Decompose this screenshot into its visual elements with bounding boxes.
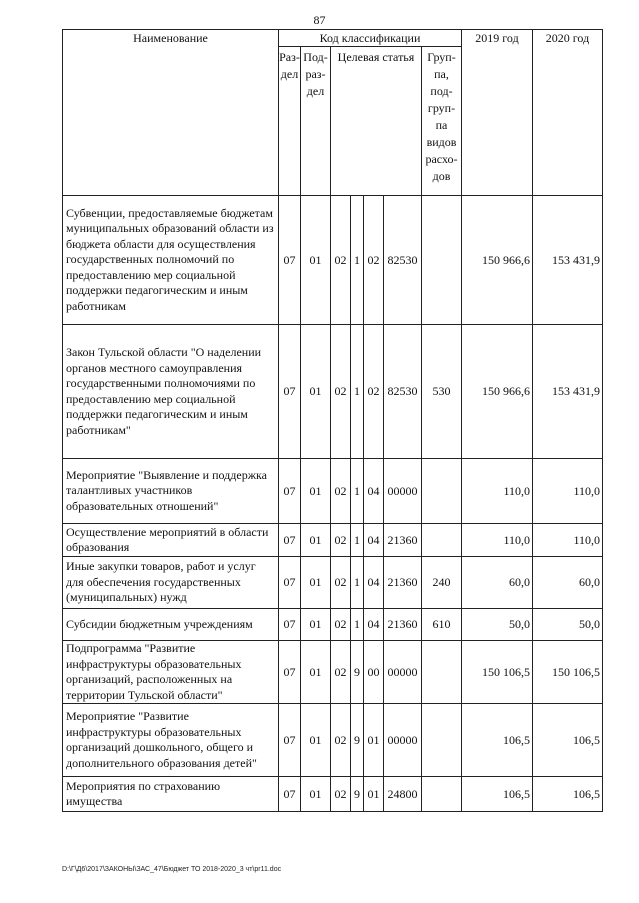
row-amount-2020: 110,0 xyxy=(533,524,603,557)
row-amount-2020: 153 431,9 xyxy=(533,325,603,459)
row-amount-2019: 50,0 xyxy=(462,609,533,641)
row-amount-2019: 150 966,6 xyxy=(462,196,533,325)
row-amount-2020: 106,5 xyxy=(533,777,603,812)
row-section: 07 xyxy=(279,196,301,325)
row-target-event: 00 xyxy=(364,641,384,704)
row-target-direction: 00000 xyxy=(384,704,422,777)
row-expense-group xyxy=(422,196,462,325)
table-row xyxy=(63,196,603,325)
row-target-program: 02 xyxy=(331,459,351,524)
page-number: 87 xyxy=(313,13,326,27)
row-expense-group xyxy=(422,459,462,524)
row-expense-group: 240 xyxy=(422,557,462,609)
table-row xyxy=(63,557,603,609)
row-name: Субсидии бюджетным учреждениям xyxy=(63,609,279,641)
row-target-subprogram: 1 xyxy=(351,524,364,557)
table-row xyxy=(63,777,603,812)
row-target-event: 04 xyxy=(364,524,384,557)
header-target-article: Целевая статья xyxy=(331,47,422,196)
table-row xyxy=(63,704,603,777)
header-classification-code: Код классификации xyxy=(279,30,462,47)
row-amount-2019: 110,0 xyxy=(462,524,533,557)
row-target-program: 02 xyxy=(331,557,351,609)
row-subsection: 01 xyxy=(301,524,331,557)
row-target-direction: 21360 xyxy=(384,524,422,557)
row-target-program: 02 xyxy=(331,641,351,704)
row-target-direction: 24800 xyxy=(384,777,422,812)
header-expense-group: Груп- па, под- груп- па видов расхо- дов xyxy=(422,47,462,196)
row-target-subprogram: 1 xyxy=(351,557,364,609)
row-target-subprogram: 9 xyxy=(351,704,364,777)
row-amount-2019: 150 966,6 xyxy=(462,325,533,459)
header-row-1 xyxy=(63,30,603,47)
row-target-event: 01 xyxy=(364,704,384,777)
row-section: 07 xyxy=(279,325,301,459)
header-subsection: Под- раз- дел xyxy=(301,47,331,196)
row-target-program: 02 xyxy=(331,609,351,641)
row-subsection: 01 xyxy=(301,609,331,641)
row-name: Мероприятие "Выявление и поддержка талантливых участников образовательных отношений" xyxy=(63,459,279,524)
row-target-event: 02 xyxy=(364,196,384,325)
table-row xyxy=(63,609,603,641)
row-expense-group xyxy=(422,524,462,557)
row-target-direction: 82530 xyxy=(384,196,422,325)
row-target-direction: 21360 xyxy=(384,557,422,609)
row-target-direction: 00000 xyxy=(384,641,422,704)
table-row xyxy=(63,325,603,459)
header-name: Наименование xyxy=(63,30,279,196)
row-name: Субвенции, предоставляемые бюджетам муниципальных образований области из бюджета области для осуществления государственных полномочий по предоставлению мер социальной поддержки педагогическим и иным работникам xyxy=(63,196,279,325)
row-expense-group xyxy=(422,777,462,812)
row-expense-group: 610 xyxy=(422,609,462,641)
row-name: Иные закупки товаров, работ и услуг для обеспечения государственных (муниципальных) нужд xyxy=(63,557,279,609)
row-target-program: 02 xyxy=(331,325,351,459)
row-target-subprogram: 1 xyxy=(351,459,364,524)
row-target-event: 01 xyxy=(364,777,384,812)
row-target-program: 02 xyxy=(331,524,351,557)
row-amount-2019: 150 106,5 xyxy=(462,641,533,704)
row-target-event: 04 xyxy=(364,459,384,524)
row-section: 07 xyxy=(279,641,301,704)
row-name: Мероприятие "Развитие инфраструктуры образовательных организаций дошкольного, общего и дополнительного образования детей" xyxy=(63,704,279,777)
row-name: Подпрограмма "Развитие инфраструктуры образовательных организаций, расположенных на территории Тульской области" xyxy=(63,641,279,704)
row-subsection: 01 xyxy=(301,777,331,812)
row-subsection: 01 xyxy=(301,325,331,459)
row-subsection: 01 xyxy=(301,641,331,704)
row-subsection: 01 xyxy=(301,557,331,609)
header-year-2019: 2019 год xyxy=(462,30,533,196)
row-target-direction: 00000 xyxy=(384,459,422,524)
row-subsection: 01 xyxy=(301,704,331,777)
row-subsection: 01 xyxy=(301,459,331,524)
row-target-event: 04 xyxy=(364,609,384,641)
row-expense-group: 530 xyxy=(422,325,462,459)
row-section: 07 xyxy=(279,557,301,609)
row-expense-group xyxy=(422,704,462,777)
row-expense-group xyxy=(422,641,462,704)
row-name: Осуществление мероприятий в области образования xyxy=(63,524,279,557)
row-target-event: 04 xyxy=(364,557,384,609)
budget-table xyxy=(62,29,603,812)
table-row xyxy=(63,459,603,524)
row-amount-2020: 150 106,5 xyxy=(533,641,603,704)
header-year-2020: 2020 год xyxy=(533,30,603,196)
footer-file-path: D:\Г\Д6\2017\ЗАКОНЫ\ЗАС_47\Бюджет ТО 2018-2020_3 чт\pr11.doc xyxy=(62,866,282,873)
row-target-direction: 82530 xyxy=(384,325,422,459)
row-target-subprogram: 9 xyxy=(351,641,364,704)
row-target-subprogram: 1 xyxy=(351,196,364,325)
row-amount-2020: 106,5 xyxy=(533,704,603,777)
row-amount-2019: 106,5 xyxy=(462,704,533,777)
row-target-program: 02 xyxy=(331,704,351,777)
row-target-subprogram: 1 xyxy=(351,325,364,459)
row-amount-2020: 60,0 xyxy=(533,557,603,609)
row-amount-2020: 153 431,9 xyxy=(533,196,603,325)
header-section: Раз- дел xyxy=(279,47,301,196)
row-name: Закон Тульской области "О наделении органов местного самоуправления государственными полномочиями по предоставлению мер социальной поддержки педагогическим и иным работникам" xyxy=(63,325,279,459)
row-subsection: 01 xyxy=(301,196,331,325)
row-section: 07 xyxy=(279,777,301,812)
table-row xyxy=(63,641,603,704)
row-target-program: 02 xyxy=(331,196,351,325)
row-name: Мероприятия по страхованию имущества xyxy=(63,777,279,812)
row-section: 07 xyxy=(279,704,301,777)
row-amount-2020: 50,0 xyxy=(533,609,603,641)
row-amount-2020: 110,0 xyxy=(533,459,603,524)
row-target-program: 02 xyxy=(331,777,351,812)
row-amount-2019: 106,5 xyxy=(462,777,533,812)
row-target-subprogram: 9 xyxy=(351,777,364,812)
row-section: 07 xyxy=(279,609,301,641)
row-target-subprogram: 1 xyxy=(351,609,364,641)
row-target-direction: 21360 xyxy=(384,609,422,641)
row-section: 07 xyxy=(279,459,301,524)
row-section: 07 xyxy=(279,524,301,557)
table-row xyxy=(63,524,603,557)
row-amount-2019: 110,0 xyxy=(462,459,533,524)
row-amount-2019: 60,0 xyxy=(462,557,533,609)
row-target-event: 02 xyxy=(364,325,384,459)
